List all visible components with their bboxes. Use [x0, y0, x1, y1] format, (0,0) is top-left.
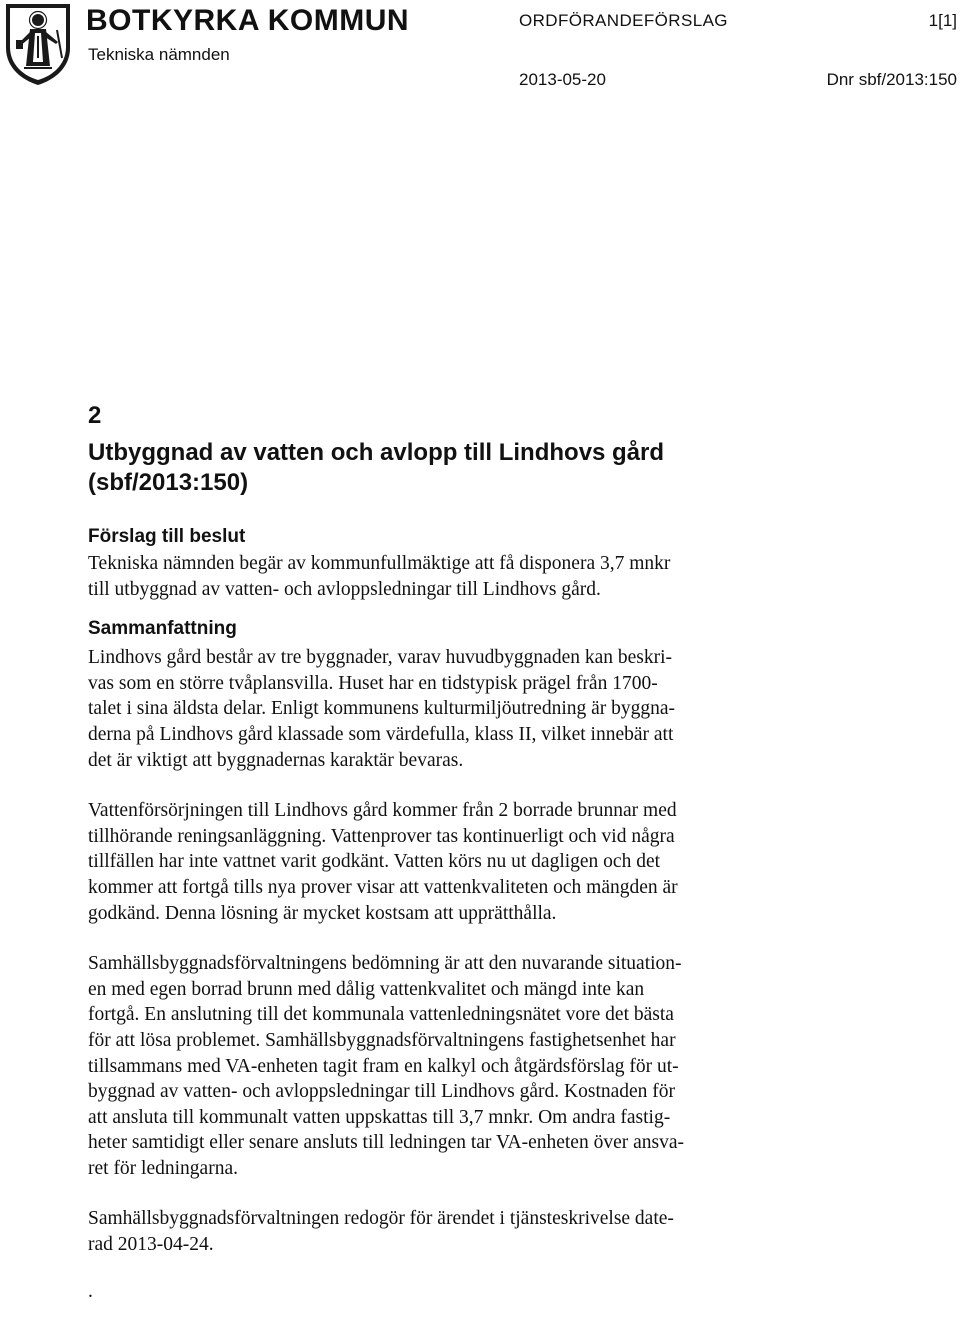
summary-heading: Sammanfattning [88, 618, 237, 640]
text-line: tillhörande reningsanläggning. Vattenprover tas kontinuerligt och vid några [88, 825, 675, 847]
summary-paragraph-4 [88, 1206, 808, 1257]
text-line: Lindhovs gård består av tre byggnader, varav huvudbyggnaden kan beskri- [88, 647, 673, 669]
text-line: rad 2013-04-24. [88, 1234, 214, 1256]
item-number: 2 [88, 402, 102, 429]
summary-paragraph-3 [88, 951, 808, 1181]
item-title-line: Utbyggnad av vatten och avlopp till Lindhovs gård [88, 439, 665, 466]
text-line: byggnad av vatten- och avloppsledningar till Lindhovs gård. Kostnaden för [88, 1081, 676, 1103]
text-line: Samhällsbyggnadsförvaltningen redogör för ärendet i tjänsteskrivelse date- [88, 1208, 674, 1230]
municipal-coat-of-arms-icon [2, 0, 74, 86]
text-line: kommer att fortgå tills nya prover visar att vattenkvaliteten och mängden är [88, 876, 678, 898]
text-line: ret för ledningarna. [88, 1157, 238, 1179]
text-line: till utbyggnad av vatten- och avloppsledningar till Lindhovs gård. [88, 578, 601, 600]
proposal-heading: Förslag till beslut [88, 526, 246, 547]
department-name: Tekniska nämnden [88, 45, 230, 64]
summary-paragraph-2 [88, 798, 808, 926]
text-line: fortgå. En anslutning till det kommunala vattenledningsnätet vore det bästa [88, 1004, 674, 1026]
text-line: Tekniska nämnden begär av kommunfullmäktige att få disponera 3,7 mnkr [88, 553, 671, 574]
document-type: ORDFÖRANDEFÖRSLAG [519, 11, 728, 30]
item-title-line: (sbf/2013:150) [88, 469, 249, 496]
text-line: en med egen borrad brunn med dålig vattenkvalitet och mängd inte kan [88, 978, 645, 1000]
text-line: det är viktigt att byggnadernas karaktär bevaras. [88, 749, 464, 771]
text-line: derna på Lindhovs gård klassade som värdefulla, klass II, vilket innebär att [88, 723, 674, 745]
item-title [88, 438, 808, 498]
text-line: tillfällen har inte vattnet varit godkänt. Vatten körs nu ut dagligen och det [88, 851, 661, 873]
text-line: vas som en större tvåplansvilla. Huset har en tidstypisk prägel från 1700- [88, 672, 658, 694]
text-line: för att lösa problemet. Samhällsbyggnadsförvaltningens fastighetsenhet har [88, 1029, 676, 1051]
proposal-paragraph [88, 551, 808, 602]
text-line: Samhällsbyggnadsförvaltningens bedömning är att den nuvarande situation- [88, 953, 682, 975]
summary-paragraph-1 [88, 645, 808, 773]
text-line: godkänd. Denna lösning är mycket kostsam att upprätthålla. [88, 902, 557, 924]
trailing-mark: . [88, 1280, 93, 1302]
page-number: 1[1] [928, 11, 957, 30]
document-date: 2013-05-20 [519, 70, 606, 89]
text-line: talet i sina äldsta delar. Enligt kommunens kulturmiljöutredning är byggna- [88, 698, 676, 720]
organization-name: BOTKYRKA KOMMUN [86, 4, 410, 37]
text-line: heter samtidigt eller senare ansluts till ledningen tar VA-enheten över ansva- [88, 1132, 685, 1154]
text-line: att ansluta till kommunalt vatten uppskattas till 3,7 mnkr. Om andra fastig- [88, 1106, 671, 1128]
text-line: Vattenförsörjningen till Lindhovs gård kommer från 2 borrade brunnar med [88, 800, 677, 822]
document-body [88, 400, 808, 1304]
registration-number: Dnr sbf/2013:150 [826, 70, 957, 89]
text-line: tillsammans med VA-enheten tagit fram en kalkyl och åtgärdsförslag för ut- [88, 1055, 679, 1077]
